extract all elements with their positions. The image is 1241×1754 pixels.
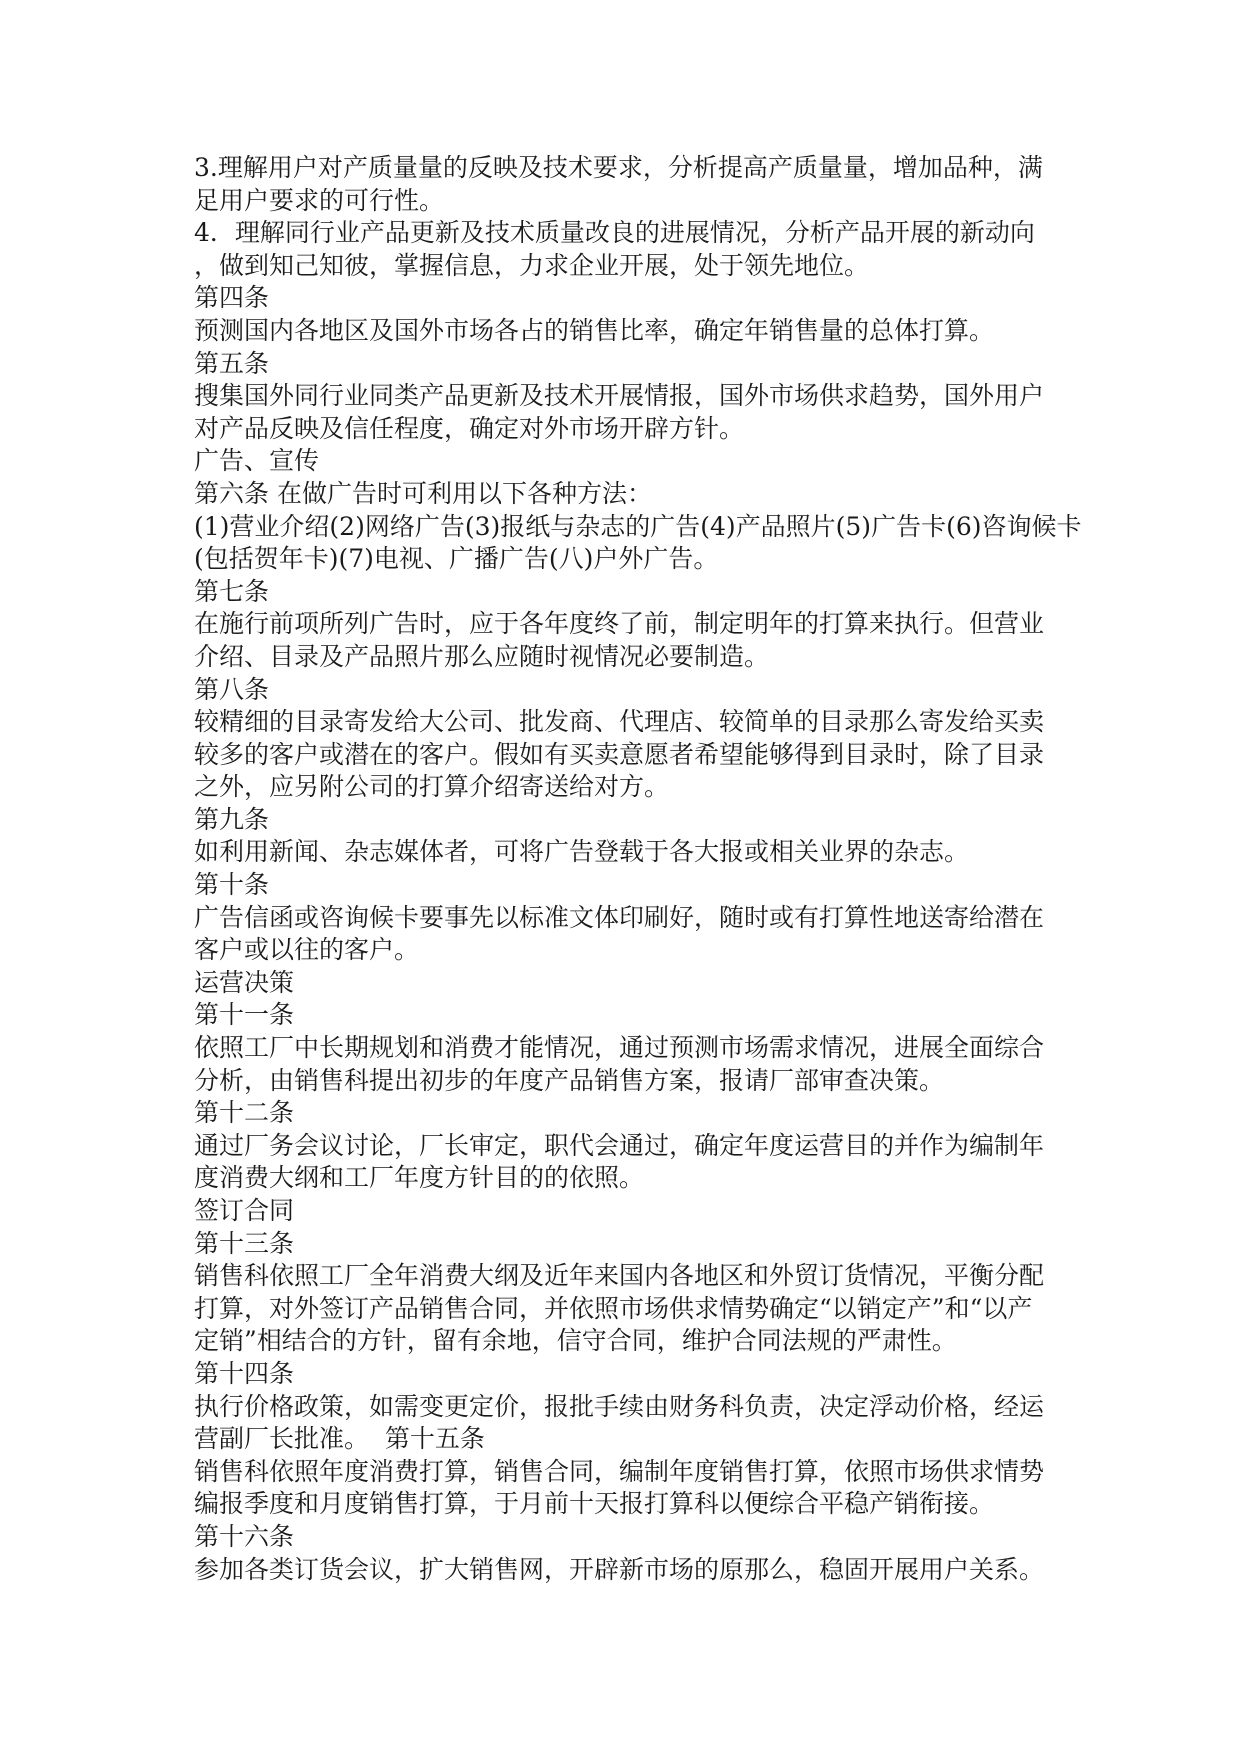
text-line: 打算，对外签订产品销售合同，并依照市场供求情势确定“以销定产”和“以产 (194, 1293, 1033, 1323)
text-line: 分析，由销售科提出初步的年度产品销售方案，报请厂部审查决策。 (194, 1065, 945, 1095)
text-line: 销售科依照工厂全年消费大纲及近年来国内各地区和外贸订货情况，平衡分配 (194, 1261, 1045, 1291)
text-line: 客户或以往的客户。 (194, 935, 420, 965)
article-heading: 第八条 (194, 674, 270, 704)
text-line: (包括贺年卡)(7)电视、广播广告(八)户外广告。 (194, 544, 719, 574)
text-line: 广告信函或咨询候卡要事先以标准文体印刷好，随时或有打算性地送寄给潜在 (194, 902, 1045, 932)
text-line: 较精细的目录寄发给大公司、批发商、代理店、较简单的目录那么寄发给买卖 (194, 707, 1045, 737)
article-heading: 第四条 (194, 283, 270, 313)
section-heading: 签订合同 (194, 1196, 295, 1225)
article-heading: 第十一条 (194, 1000, 295, 1030)
article-heading: 第九条 (194, 804, 270, 834)
text-line: 搜集国外同行业同类产品更新及技术开展情报，国外市场供求趋势，国外用户 (194, 381, 1045, 411)
text-line: 之外，应另附公司的打算介绍寄送给对方。 (194, 772, 670, 802)
section-heading: 运营决策 (194, 967, 295, 997)
article-heading: 第五条 (194, 348, 270, 378)
document-page (194, 152, 1082, 1586)
text-line: 在施行前项所列广告时，应于各年度终了前，制定明年的打算来执行。但营业 (194, 609, 1045, 639)
text-line: 营副厂长批准。 第十五条 (194, 1424, 485, 1454)
text-line: 足用户要求的可行性。 (194, 185, 445, 215)
article-heading: 第七条 (194, 576, 270, 606)
text-line: 销售科依照年度消费打算，销售合同，编制年度销售打算，依照市场供求情势 (194, 1456, 1045, 1486)
article-heading: 第六条 在做广告时可利用以下各种方法： (194, 478, 652, 508)
article-heading: 第十条 (194, 870, 270, 900)
article-heading: 第十四条 (194, 1358, 295, 1388)
text-line: 介绍、目录及产品照片那么应随时视情况必要制造。 (194, 641, 770, 671)
text-line: 定销”相结合的方针，留有余地，信守合同，维护合同法规的严肃性。 (194, 1326, 957, 1356)
text-line: 参加各类订货会议，扩大销售网，开辟新市场的原那么，稳固开展用户关系。 (194, 1554, 1045, 1584)
text-line: 3.理解用户对产质量量的反映及技术要求，分析提高产质量量，增加品种，满 (194, 153, 1043, 182)
text-line: 度消费大纲和工厂年度方针目的的依照。 (194, 1163, 645, 1193)
text-line: (1)营业介绍(2)网络广告(3)报纸与杂志的广告(4)产品照片(5)广告卡(6)咨询候卡 (194, 511, 1082, 541)
section-heading: 广告、宣传 (194, 446, 320, 476)
text-line: 4．理解同行业产品更新及技术质量改良的进展情况，分析产品开展的新动向 (194, 218, 1035, 248)
text-line: 对产品反映及信任程度，确定对外市场开辟方针。 (194, 413, 745, 443)
text-line: 较多的客户或潜在的客户。假如有买卖意愿者希望能够得到目录时，除了目录 (194, 739, 1045, 769)
text-line: ，做到知己知彼，掌握信息，力求企业开展，处于领先地位。 (194, 250, 870, 280)
text-line: 依照工厂中长期规划和消费才能情况，通过预测市场需求情况，进展全面综合 (194, 1033, 1045, 1063)
text-line: 如利用新闻、杂志媒体者，可将广告登载于各大报或相关业界的杂志。 (194, 837, 970, 867)
text-line: 通过厂务会议讨论，厂长审定，职代会通过，确定年度运营目的并作为编制年 (194, 1130, 1045, 1160)
text-line: 执行价格政策，如需变更定价，报批手续由财务科负责，决定浮动价格，经运 (194, 1391, 1045, 1421)
text-line: 编报季度和月度销售打算，于月前十天报打算科以便综合平稳产销衔接。 (194, 1489, 995, 1519)
article-heading: 第十三条 (194, 1228, 295, 1258)
text-line: 预测国内各地区及国外市场各占的销售比率，确定年销售量的总体打算。 (194, 315, 995, 345)
article-heading: 第十六条 (194, 1521, 295, 1551)
article-heading: 第十二条 (194, 1098, 295, 1128)
